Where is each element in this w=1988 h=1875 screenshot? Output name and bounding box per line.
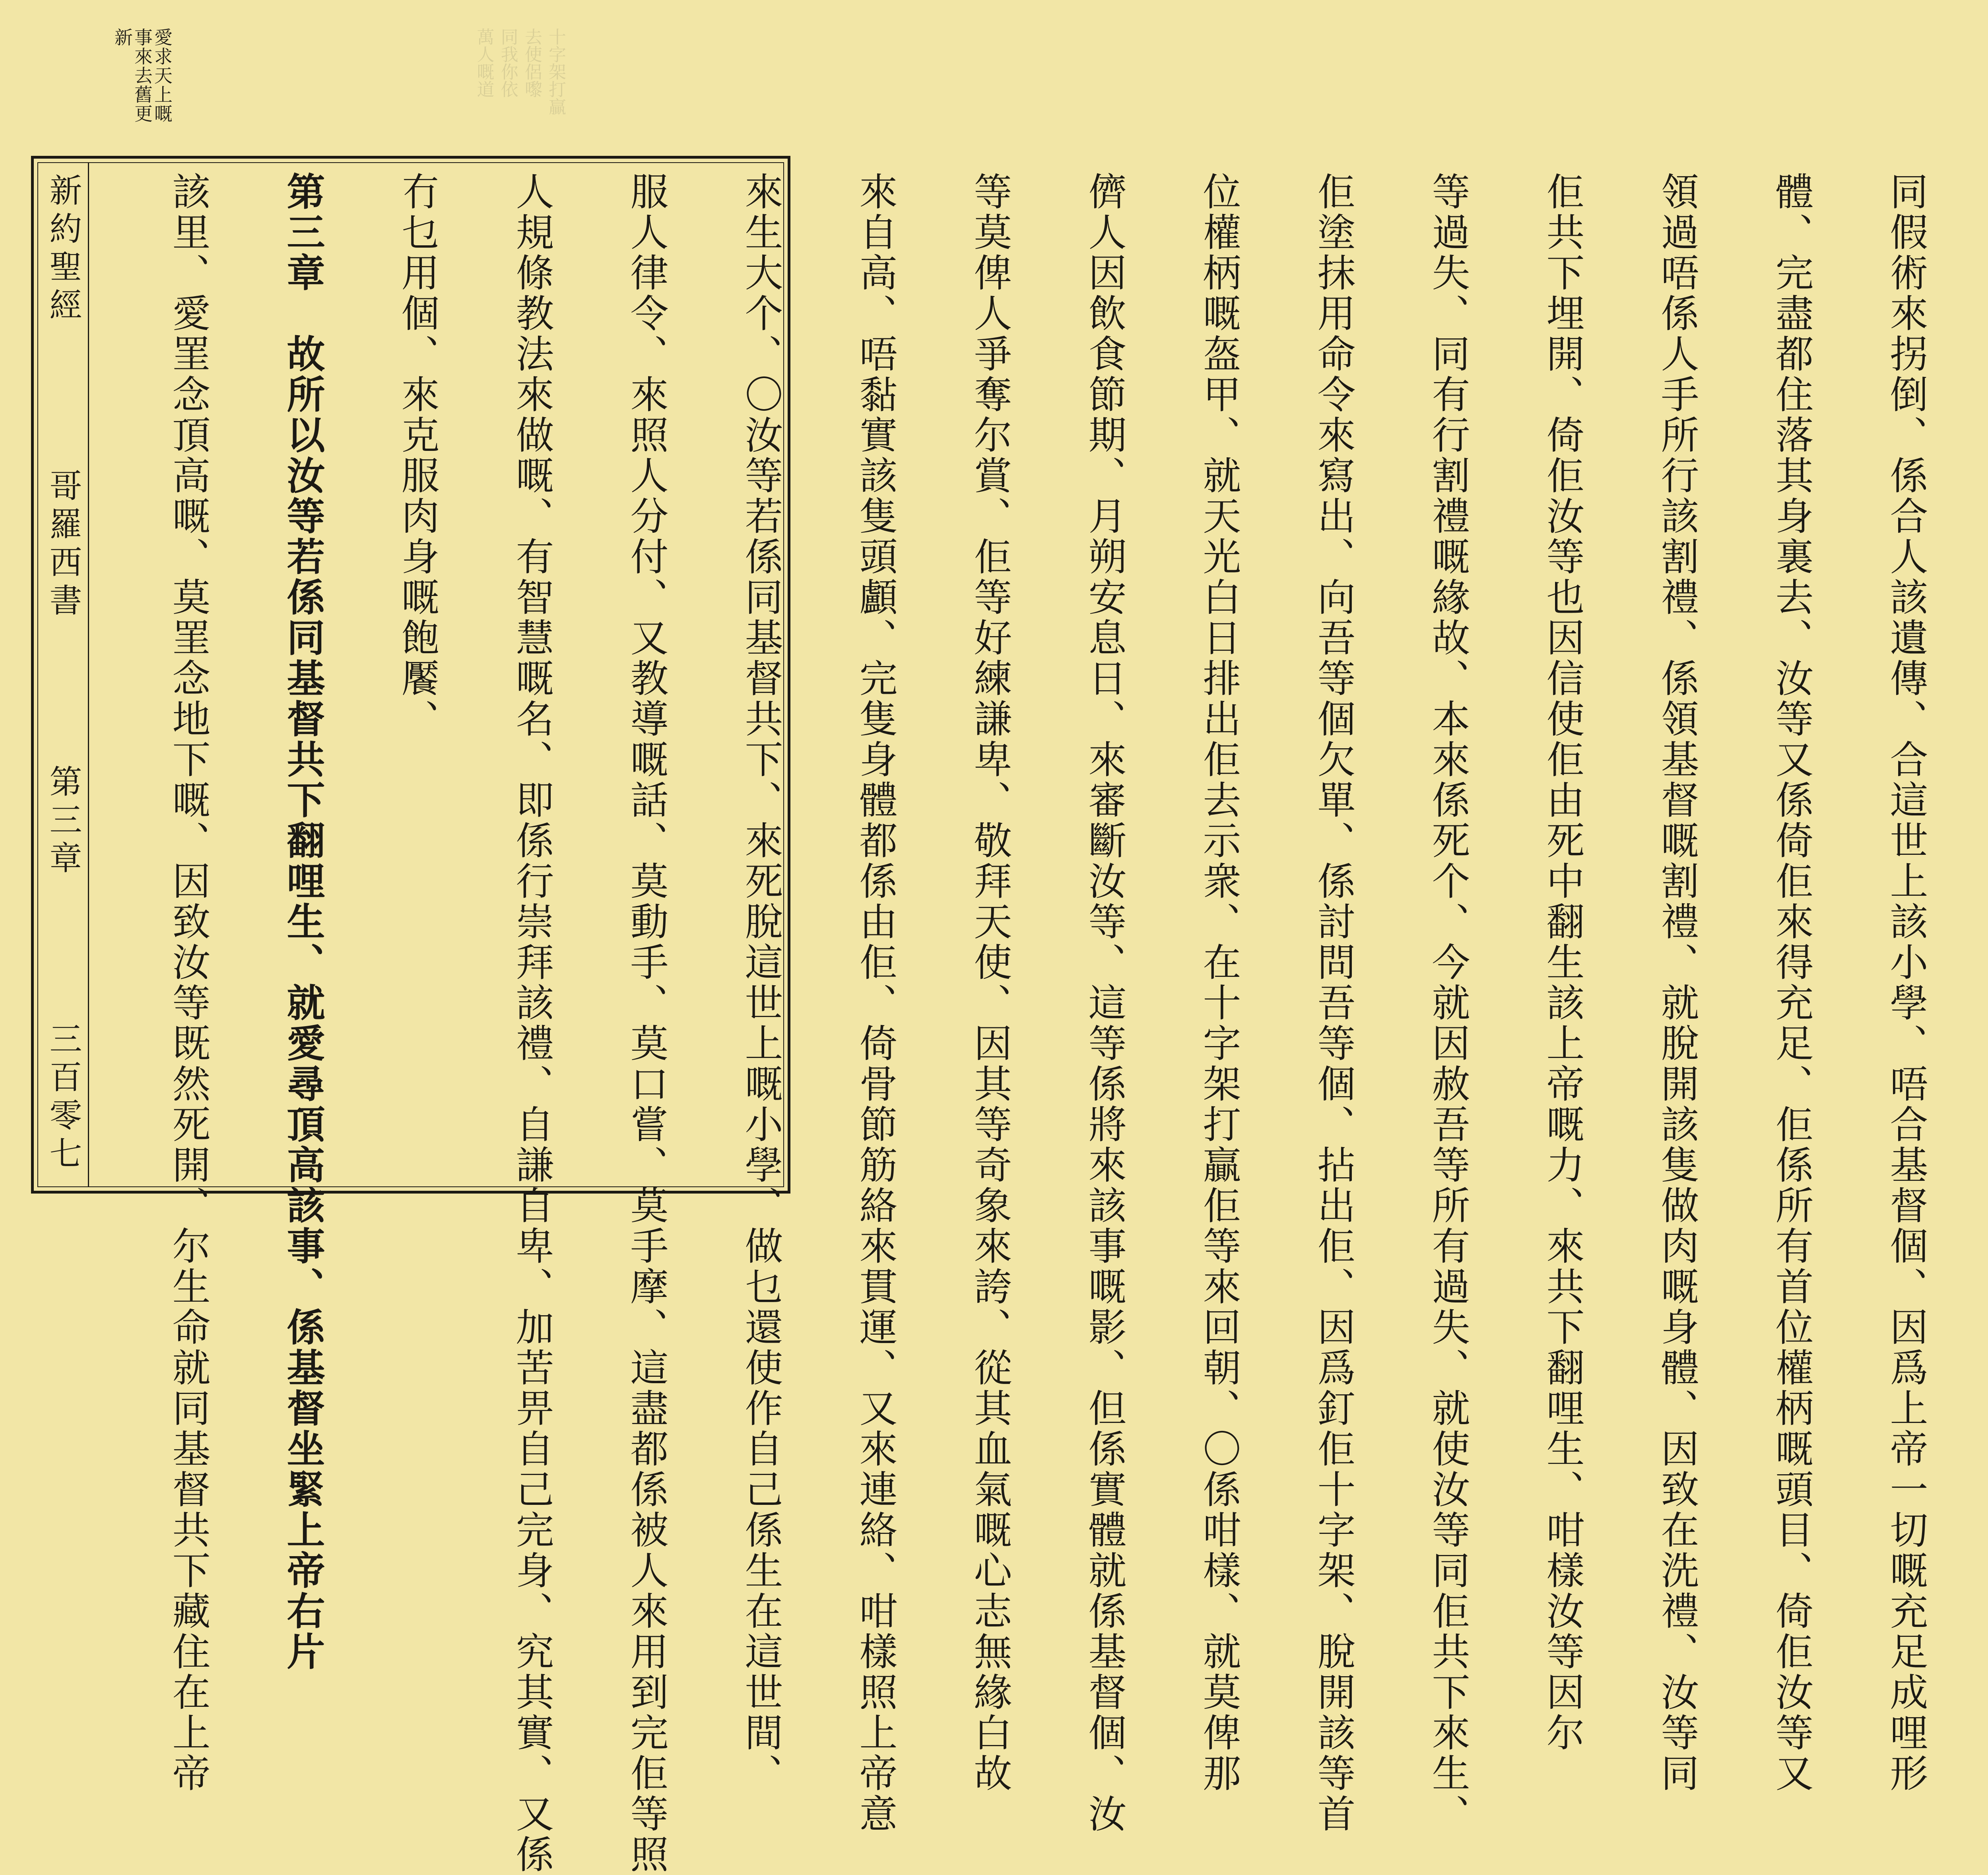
bleed-column: 十字架打贏 — [546, 28, 566, 115]
page-frame — [31, 156, 1928, 1875]
text-column: 人規條教法來做嘅、有智慧嘅名、即係行崇拜該禮、自謙自卑、加苦畀自己完身、究其實、又係 — [510, 172, 554, 1875]
text-column: 來生大个、〇汝等若係同基督共下、來死脫這世上嘅小學、做乜還使作自己係生在這世間、 — [739, 172, 783, 1794]
margin-note-column: 愛求天上嘅 — [151, 28, 173, 123]
chapter-label: 第三章 — [44, 764, 82, 879]
text-column: 儕人因飲食節期、月朔安息日、來審斷汝等、這等係將來該事嘅影、但係實體就係基督個、汝 — [1082, 172, 1127, 1834]
margin-note-column: 新 — [112, 28, 133, 47]
text-column: 位權柄嘅盔甲、就天光白日排出佢去示衆、在十字架打贏佢等來回朝、〇係咁樣、就莫俾那 — [1197, 172, 1241, 1794]
bleed-column: 萬人嘅道 — [474, 28, 494, 98]
bleed-through-text — [278, 28, 565, 127]
margin-note-column: 事來去舊更 — [132, 28, 153, 123]
text-column: 佢共下埋開、倚佢汝等也因信使佢由死中翻生該上帝嘅力、來共下翻哩生、咁樣汝等因尔 — [1540, 172, 1585, 1753]
text-column: 等過失、同有行割禮嘅緣故、本來係死个、今就因赦吾等所有過失、就使汝等同佢共下來生、 — [1426, 172, 1470, 1834]
body-text — [89, 163, 1988, 1875]
text-column: 體、完盡都住落其身裏去、汝等又係倚佢來得充足、佢係所有首位權柄嘅頭目、倚佢汝等又 — [1769, 172, 1814, 1794]
text-column: 冇乜用個、來克服肉身嘅飽饜、 — [395, 172, 440, 740]
text-column: 佢塗抹用命令來寫出、向吾等個欠單、係討問吾等個、拈出佢、因爲釘佢十字架、脫開該等首 — [1311, 172, 1356, 1834]
text-column: 來自高、唔黏實該隻頭顱、完隻身體都係由佢、倚骨節筋絡來貫運、又來連絡、咁樣照上帝意 — [853, 172, 898, 1834]
bleed-column: 同我你依 — [497, 28, 518, 98]
page-number: 三百零七 — [44, 1021, 82, 1174]
inner-frame — [37, 162, 1928, 1875]
text-column: 該里、愛罣念頂高嘅、莫罣念地下嘅、因致汝等既然死開、尔生命就同基督共下藏住在上帝 — [166, 172, 211, 1794]
bleed-column: 去使侶嚟 — [521, 28, 542, 98]
text-column: 服人律令、來照人分付、又教導嘅話、莫動手、莫口嘗、莫手摩、這盡都係被人來用到完佢等照 — [624, 172, 669, 1875]
text-column: 領過唔係人手所行該割禮、係領基督嘅割禮、就脫開該隻做肉嘅身體、因致在洗禮、汝等同 — [1655, 172, 1699, 1794]
text-column: 等莫俾人爭奪尔賞、佢等好練謙卑、敬拜天使、因其等奇象來誇、從其血氣嘅心志無緣白故 — [968, 172, 1012, 1794]
book-title: 新約聖經 — [44, 173, 82, 326]
epistle-title: 哥羅西書 — [44, 469, 82, 622]
running-head — [38, 163, 89, 1186]
chapter-heading-column: 第三章 故所以汝等若係同基督共下翻哩生、就愛尋頂高該事、係基督坐緊上帝右片 — [281, 172, 326, 1672]
margin-note — [113, 28, 171, 159]
text-column: 同假術來拐倒、係合人該遺傳、合這世上該小學、唔合基督個、因爲上帝一切嘅充足成哩形 — [1884, 172, 1928, 1794]
